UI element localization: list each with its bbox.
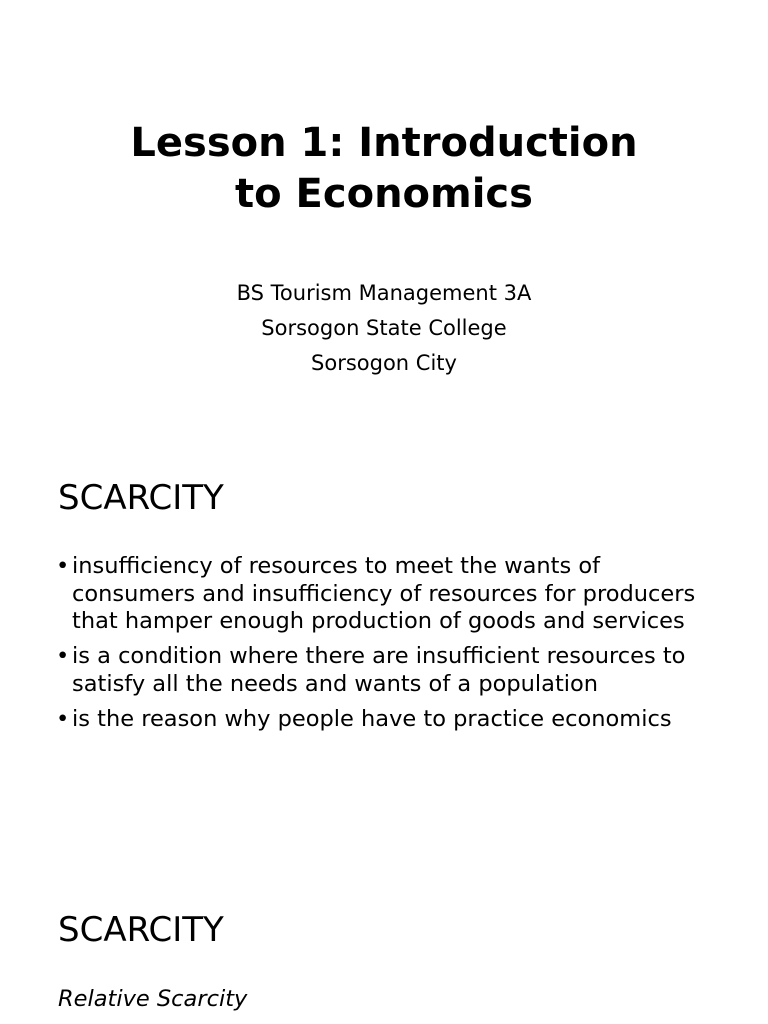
bullet-text: insufficiency of resources to meet the wants of consumers and insufficiency of resources for producers that hamper enough production of goods and services [72,553,696,634]
relative-scarcity-subheading: Relative Scarcity [58,986,248,1012]
subtitle-city: Sorsogon City [311,351,457,375]
scarcity-heading: SCARCITY [58,478,224,518]
list-item [56,553,716,636]
subtitle-program: BS Tourism Management 3A [236,281,532,305]
title-line-2: to Economics [235,171,533,217]
scarcity-bullet-list [56,553,716,741]
slide-title [0,118,768,220]
list-item [56,643,716,698]
bullet-icon: • [56,643,70,669]
bullet-icon: • [56,553,70,579]
list-item [56,706,716,734]
scarcity-heading-2: SCARCITY [58,910,224,950]
slide-subtitle [0,276,768,381]
title-line-1: Lesson 1: Introduction [130,120,638,166]
bullet-text: is the reason why people have to practice economics [72,705,672,732]
bullet-text: is a condition where there are insufficient resources to satisfy all the needs and wants of a population [72,643,686,697]
bullet-icon: • [56,705,70,732]
subtitle-school: Sorsogon State College [261,316,507,340]
